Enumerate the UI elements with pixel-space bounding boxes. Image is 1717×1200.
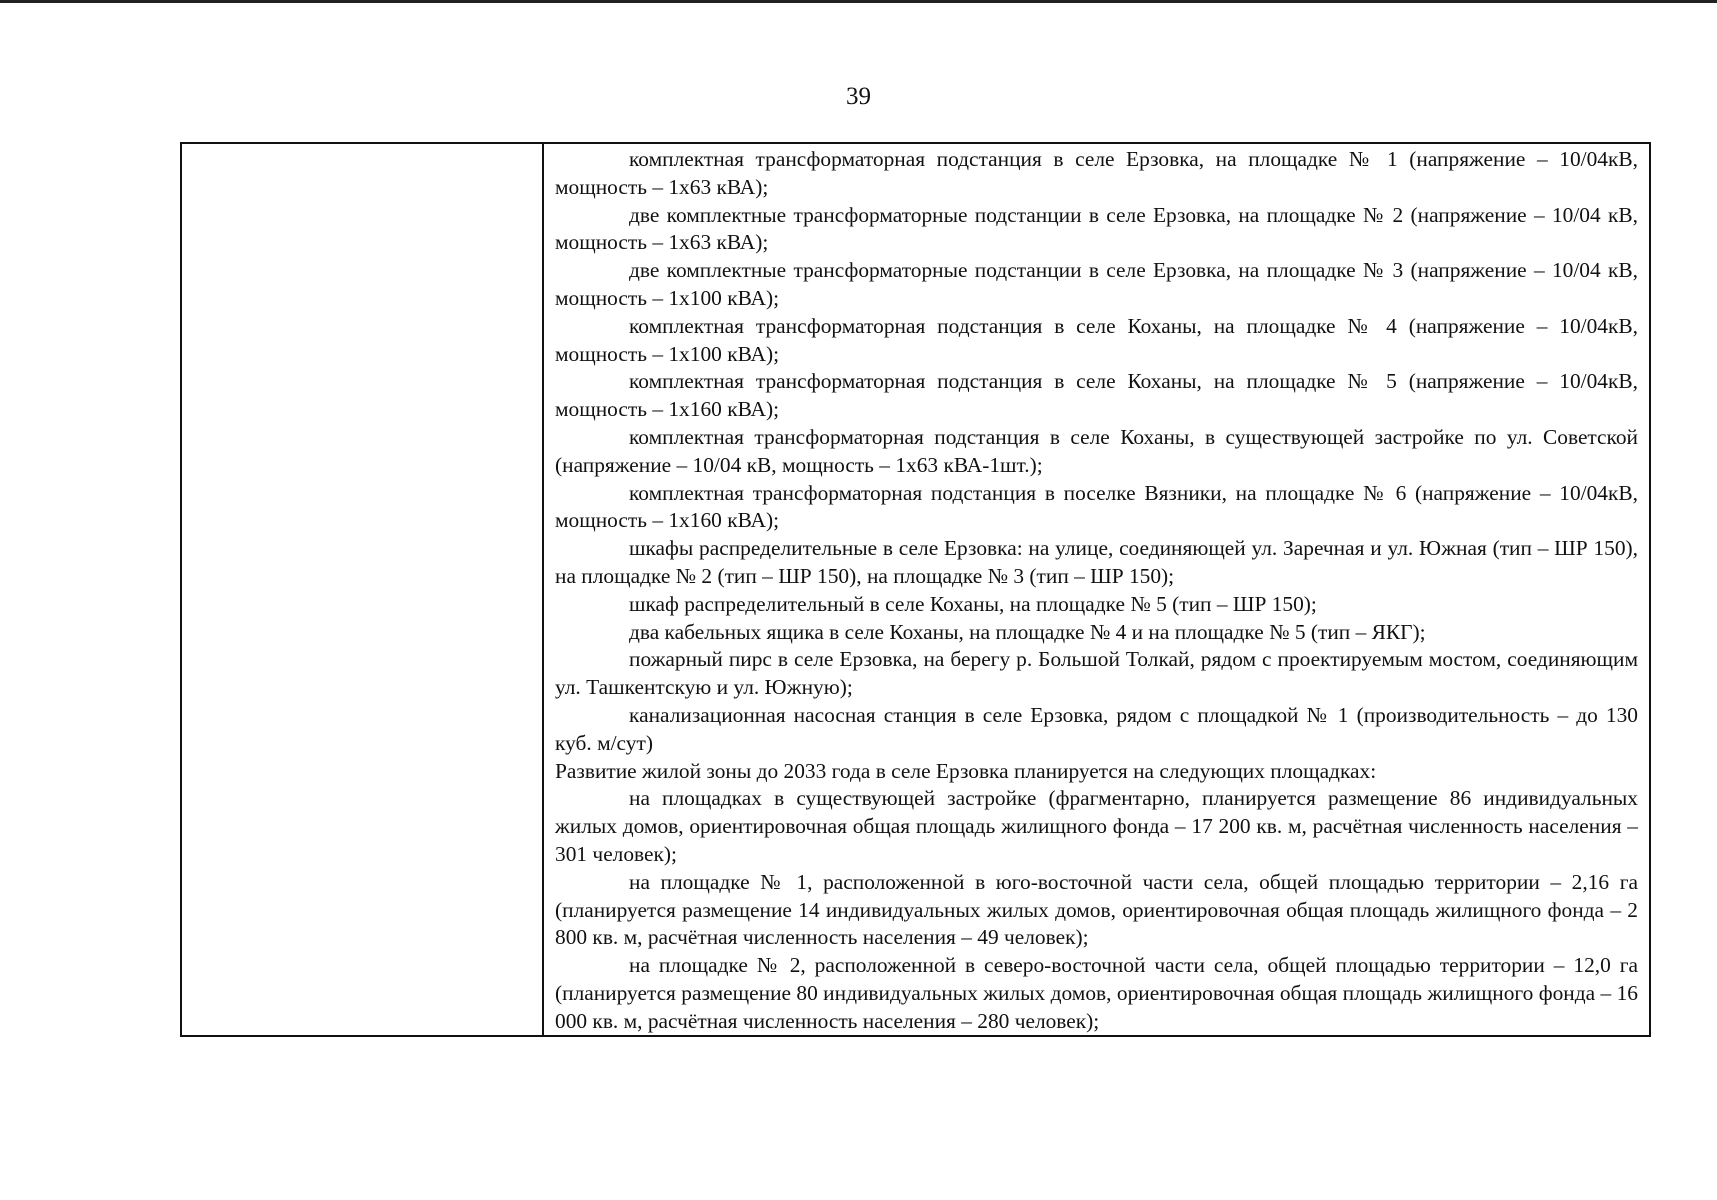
paragraph-sewage-pump-station: канализационная насосная станция в селе Ерзовка, рядом с площадкой № 1 (производительность – до 130 куб. м/сут) (555, 702, 1638, 755)
paragraph-ktp-erzovka-3: две комплектные трансформаторные подстанции в селе Ерзовка, на площадке № 3 (напряжение – 10/04 кВ, мощность – 1х100 кВА); (555, 258, 1638, 310)
paragraph-cable-boxes-kokhany: два кабельных ящика в селе Коханы, на площадке № 4 и на площадке № 5 (тип – ЯКГ); (629, 619, 1426, 644)
paragraph-residential-zone-heading: Развитие жилой зоны до 2033 года в селе Ерзовка планируется на следующих площадках: (555, 758, 1377, 783)
paragraph-ktp-kokhany-5: комплектная трансформаторная подстанция в селе Коханы, на площадке № 5 (напряжение – 10/04кВ, мощность – 1х160 кВА); (555, 369, 1638, 422)
page-number: 39 (846, 83, 871, 110)
paragraph-distribution-cabinets-erzovka: шкафы распределительные в селе Ерзовка: на улице, соединяющей ул. Заречная и ул. Южная (тип – ШР 150), на площадке № 2 (тип – ШР 150), на площадке № 3 (тип – ШР 150); (555, 536, 1638, 588)
table-right-cell (544, 144, 1649, 1035)
paragraph-fire-pier-erzovka: пожарный пирс в селе Ерзовка, на берегу р. Большой Толкай, рядом с проектируемым мостом, соединяющим ул. Ташкентскую и ул. Южную); (555, 647, 1638, 700)
paragraph-ktp-kokhany-sovetskaya: комплектная трансформаторная подстанция в селе Коханы, в существующей застройке по ул. Советской (напряжение – 10/04 кВ, мощность – 1х63 кВА-1шт.); (555, 424, 1638, 477)
paragraph-existing-development: на площадках в существующей застройке (фрагментарно, планируется размещение 86 индивидуальных жилых домов, ориентировочная общая площадь жилищного фонда – 17 200 кв. м, расчётная численность населения – 301 человек); (555, 786, 1638, 866)
paragraph-site-2: на площадке № 2, расположенной в северо-восточной части села, общей площадью территории – 12,0 га (планируется размещение 80 индивидуальных жилых домов, ориентировочная общая площадь жилищного фонда – 16 000 кв. м, расчётная численность населения – 280 человек); (555, 953, 1638, 1033)
paragraph-site-1: на площадке № 1, расположенной в юго-восточной части села, общей площадью территории – 2,16 га (планируется размещение 14 индивидуальных жилых домов, ориентировочная общая площадь жилищного фонда – 2 800 кв. м, расчётная численность населения – 49 человек); (555, 869, 1638, 950)
paragraph-ktp-erzovka-2: две комплектные трансформаторные подстанции в селе Ерзовка, на площадке № 2 (напряжение – 10/04 кВ, мощность – 1х63 кВА); (555, 202, 1638, 255)
paragraph-ktp-erzovka-1: комплектная трансформаторная подстанция в селе Ерзовка, на площадке № 1 (напряжение – 10/04кВ, мощность – 1х63 кВА); (555, 147, 1638, 199)
paragraph-ktp-vyazniki-6: комплектная трансформаторная подстанция в поселке Вязники, на площадке № 6 (напряжение – 10/04кВ, мощность – 1х160 кВА); (555, 480, 1638, 533)
paragraph-ktp-kokhany-4: комплектная трансформаторная подстанция в селе Коханы, на площадке № 4 (напряжение – 10/04кВ, мощность – 1х100 кВА); (555, 313, 1638, 366)
table-left-cell (182, 144, 544, 1035)
document-table (180, 142, 1651, 1037)
page-top-edge (0, 0, 1717, 3)
paragraph-distribution-cabinet-kokhany: шкаф распределительный в селе Коханы, на площадке № 5 (тип – ШР 150); (629, 591, 1317, 616)
